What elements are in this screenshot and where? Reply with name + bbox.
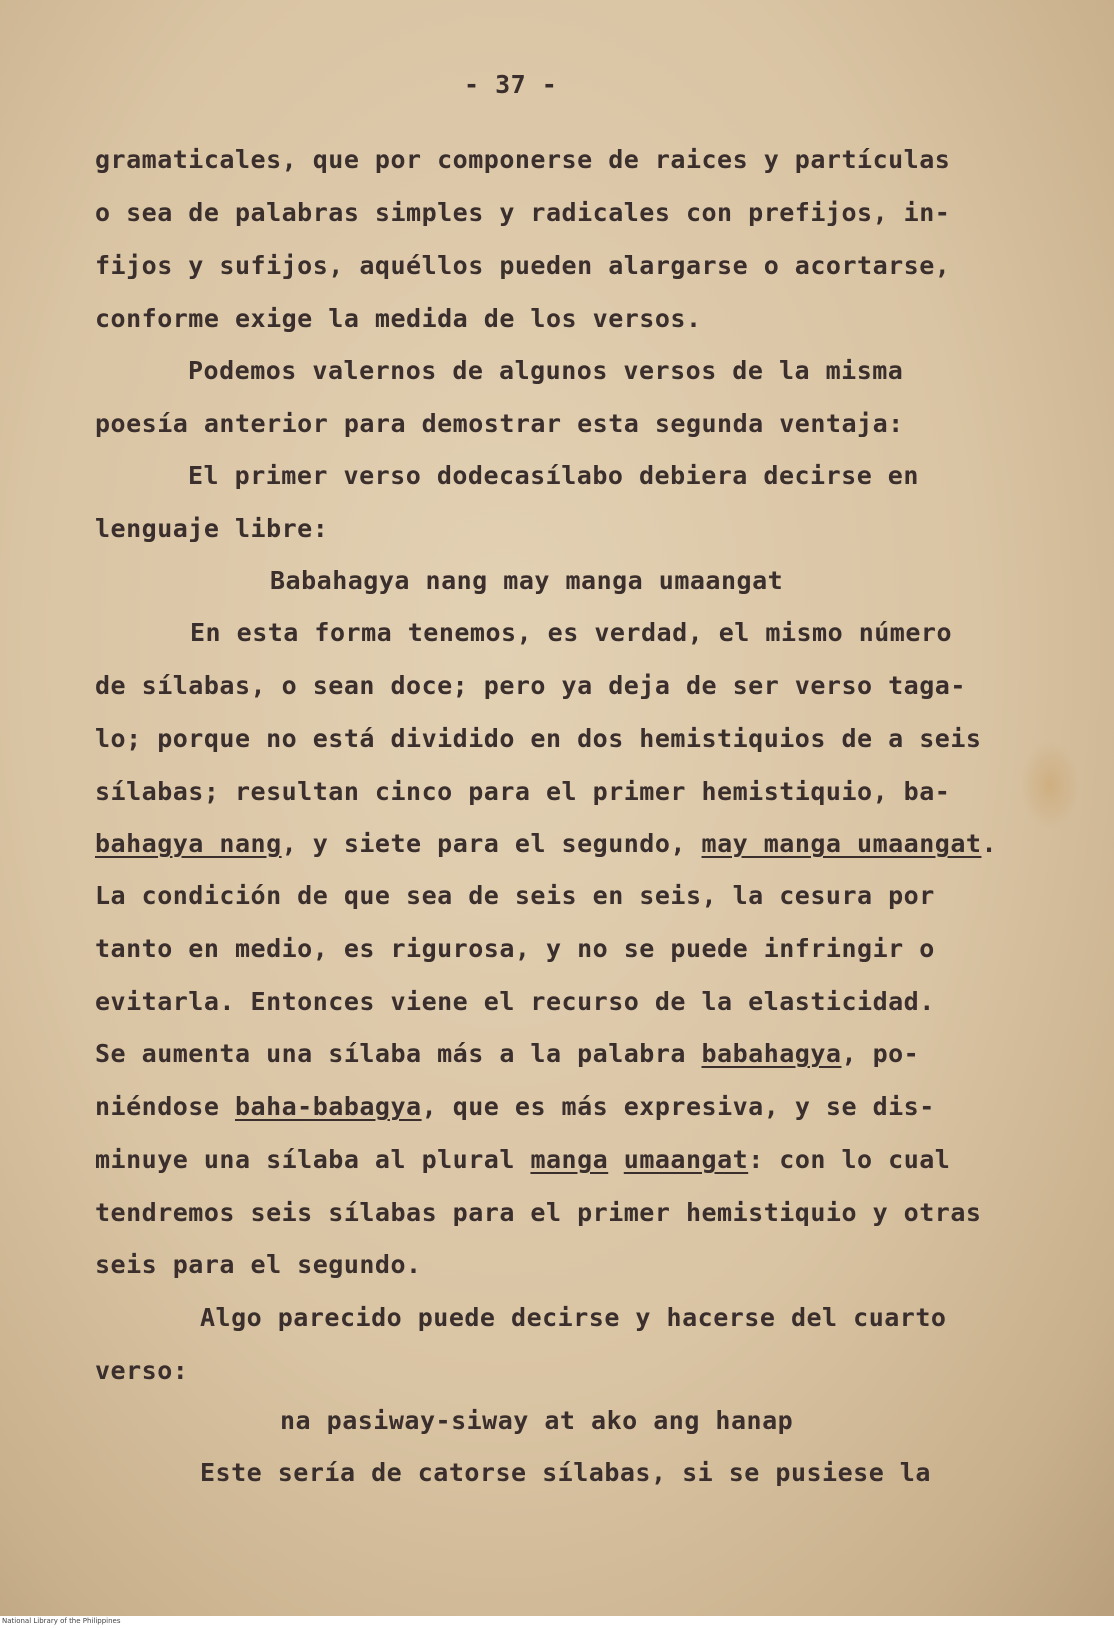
- text-line: sílabas; resultan cinco para el primer hemistiquio, ba-: [95, 777, 951, 806]
- text-line: de sílabas, o sean doce; pero ya deja de ser verso taga-: [95, 671, 966, 700]
- text-line: tendremos seis sílabas para el primer hemistiquio y otras: [95, 1198, 982, 1227]
- text-line: verso:: [95, 1356, 189, 1385]
- paragraph-start: El primer verso dodecasílabo debiera decirse en: [188, 461, 919, 490]
- text-span: Se aumenta una sílaba más a la palabra: [95, 1039, 702, 1068]
- text-line: La condición de que sea de seis en seis, la cesura por: [95, 881, 935, 910]
- text-line: fijos y sufijos, aquéllos pueden alargarse o acortarse,: [95, 251, 951, 280]
- text-span: niéndose: [95, 1092, 235, 1121]
- text-line-underlined: [95, 1145, 950, 1174]
- paragraph-start: Este sería de catorse sílabas, si se pusiese la: [200, 1458, 931, 1487]
- verse-quote: Babahagya nang may manga umaangat: [270, 566, 784, 595]
- text-line: poesía anterior para demostrar esta segunda ventaja:: [95, 409, 904, 438]
- text-line-underlined: [95, 1092, 935, 1121]
- underlined-word: babahagya: [701, 1039, 842, 1068]
- text-line: seis para el segundo.: [95, 1250, 422, 1279]
- paragraph-start: Algo parecido puede decirse y hacerse del cuarto: [200, 1303, 947, 1332]
- verse-quote: na pasiway-siway at ako ang hanap: [280, 1406, 794, 1435]
- underlined-word: baha-babagya: [234, 1092, 422, 1121]
- underlined-word: umaangat: [623, 1145, 749, 1174]
- text-span: [608, 1145, 624, 1174]
- underlined-word: manga: [530, 1145, 609, 1174]
- text-line: tanto en medio, es rigurosa, y no se puede infringir o: [95, 934, 935, 963]
- text-span: , po-: [841, 1039, 920, 1068]
- text-span: minuye una sílaba al plural: [95, 1145, 531, 1174]
- text-span: : con lo cual: [748, 1145, 951, 1174]
- text-line: evitarla. Entonces viene el recurso de la elasticidad.: [95, 987, 935, 1016]
- underlined-word: bahagya nang: [95, 829, 282, 858]
- text-line: lenguaje libre:: [95, 514, 329, 543]
- paragraph-start: En esta forma tenemos, es verdad, el mismo número: [190, 618, 953, 647]
- text-line: gramaticales, que por componerse de raices y partículas: [95, 145, 951, 174]
- text-line-underlined: [95, 1039, 919, 1068]
- text-span: .: [981, 829, 998, 858]
- page-number: - 37 -: [464, 70, 558, 99]
- paragraph-start: Podemos valernos de algunos versos de la misma: [188, 356, 904, 385]
- footer-credit: National Library of the Philippines: [2, 1617, 121, 1625]
- text-line-underlined: [95, 829, 997, 858]
- paper-stain: [1020, 740, 1080, 830]
- text-line: o sea de palabras simples y radicales con prefijos, in-: [95, 198, 951, 227]
- text-span: , que es más expresiva, y se dis-: [421, 1092, 935, 1121]
- text-line: lo; porque no está dividido en dos hemistiquios de a seis: [95, 724, 982, 753]
- text-line: conforme exige la medida de los versos.: [95, 304, 702, 333]
- text-span: , y siete para el segundo,: [281, 829, 702, 858]
- underlined-word: may manga umaangat: [701, 829, 982, 858]
